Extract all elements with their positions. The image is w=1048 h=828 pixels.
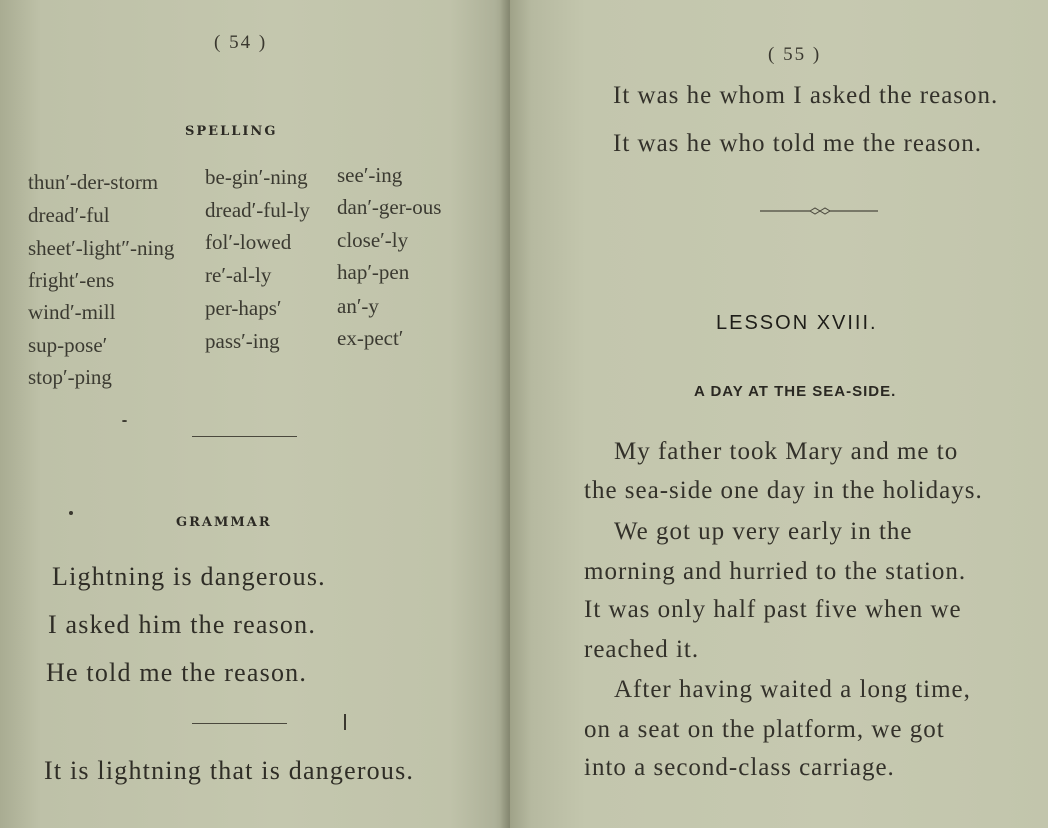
- page-number-55: ( 55 ): [768, 44, 822, 65]
- spelling-word: wind′-mill: [28, 300, 116, 324]
- spelling-word: thun′-der-storm: [28, 170, 159, 194]
- spelling-word: dread′-ful: [28, 203, 110, 227]
- left-page: [0, 0, 510, 828]
- spelling-word: sup-pose′: [28, 333, 108, 357]
- lesson-subtitle: A DAY AT THE SEA-SIDE.: [694, 383, 897, 400]
- grammar-line: I asked him the reason.: [48, 610, 317, 639]
- grammar-heading: GRAMMAR: [176, 515, 272, 530]
- paragraph-line: We got up very early in the: [614, 518, 913, 545]
- paragraph-line: the sea-side one day in the holidays.: [584, 477, 983, 504]
- spelling-word: dan′-ger-ous: [337, 195, 442, 219]
- spelling-word: fright′-ens: [28, 268, 115, 292]
- spelling-word: stop′-ping: [28, 365, 112, 389]
- top-line: It was he whom I asked the reason.: [613, 82, 999, 109]
- right-page: [510, 0, 1048, 828]
- spelling-word: ex-pect′: [337, 326, 404, 350]
- ink-speck: [69, 511, 73, 515]
- closing-line: It is lightning that is dangerous.: [44, 756, 415, 785]
- spelling-word: hap′-pen: [337, 260, 410, 284]
- paragraph-line: It was only half past five when we: [584, 596, 962, 623]
- ornament-divider: [760, 204, 880, 218]
- paragraph-line: After having waited a long time,: [614, 676, 971, 703]
- divider-rule: [192, 723, 287, 724]
- page-number-54: ( 54 ): [214, 32, 268, 53]
- spelling-heading: SPELLING: [185, 124, 278, 139]
- spelling-word: see′-ing: [337, 163, 403, 187]
- paragraph-line: morning and hurried to the station.: [584, 558, 967, 585]
- spelling-word: fol′-lowed: [205, 230, 292, 254]
- spelling-word: close′-ly: [337, 228, 409, 252]
- paragraph-line: into a second-class carriage.: [584, 754, 895, 781]
- ink-speck: [344, 714, 346, 730]
- grammar-line: Lightning is dangerous.: [52, 562, 326, 591]
- spelling-word: pass′-ing: [205, 329, 280, 353]
- spelling-word: per-haps′: [205, 296, 282, 320]
- top-line: It was he who told me the reason.: [613, 130, 983, 157]
- lesson-title: LESSON XVIII.: [716, 312, 878, 334]
- spelling-word: dread′-ful-ly: [205, 198, 310, 222]
- grammar-line: He told me the reason.: [46, 658, 308, 687]
- paragraph-line: reached it.: [584, 636, 700, 663]
- spelling-word: re′-al-ly: [205, 263, 272, 287]
- ink-speck: [122, 420, 127, 422]
- spelling-word: be-gin′-ning: [205, 165, 308, 189]
- paragraph-line: on a seat on the platform, we got: [584, 716, 945, 743]
- spelling-word: sheet′-light″-ning: [28, 236, 175, 260]
- divider-rule: [192, 436, 297, 437]
- paragraph-line: My father took Mary and me to: [614, 438, 959, 465]
- spelling-word: an′-y: [337, 294, 379, 318]
